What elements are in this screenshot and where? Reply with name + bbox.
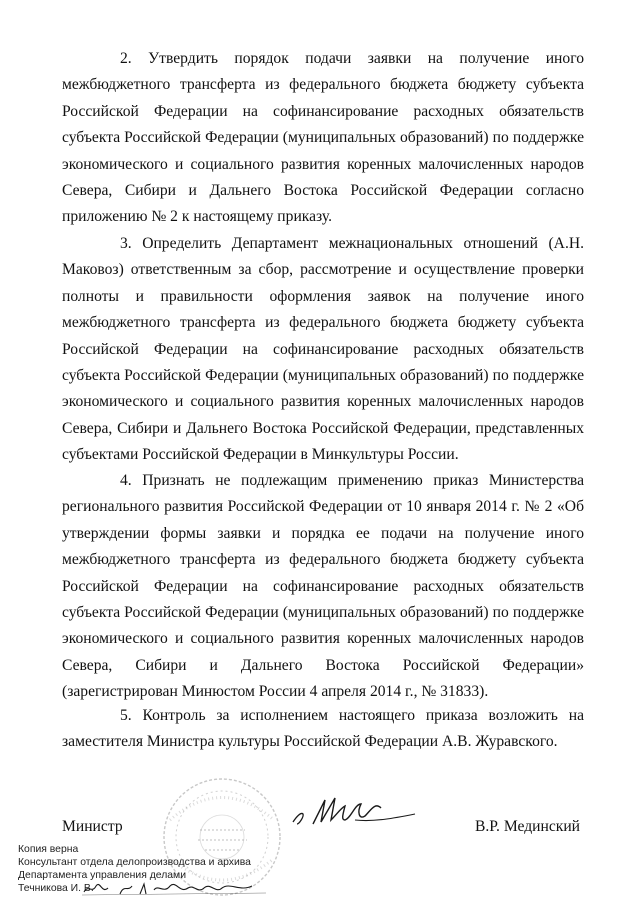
copy-note-line: Копия верна <box>18 844 79 855</box>
paragraph-text: 4. Признать не подлежащим применению приказ Министерства регионального развития Российской Федерации от 10 января 2014 г. № 2 «Об утверждении формы заявки и порядка ее подачи на получение иного межбюджетного трансферта из федерального бюджета бюджету субъекта Российской Федерации на софинансирование расходных обязательств субъекта Российской Федерации (муниципальных образований) по поддержке экономического и социального развития коренных малочисленных народов Севера, Сибири и Дальнего Востока Российской Федерации» (зарегистрирован Минюстом России 4 апреля 2014 г., № 31833). <box>62 472 584 701</box>
paragraph-item-5 <box>62 703 584 756</box>
paragraph-text: 2. Утвердить порядок подачи заявки на получение иного межбюджетного трансферта из федерального бюджета бюджету субъекта Российской Федерации на софинансирование расходных обязательств субъекта Российской Федерации (муниципальных образований) по поддержке экономического и социального развития коренных малочисленных народов Севера, Сибири и Дальнего Востока Российской Федерации согласно приложению № 2 к настоящему приказу. <box>62 50 584 226</box>
copy-note-line: Консультант отдела делопроизводства и архива <box>18 857 251 868</box>
signatory-name: В.Р. Мединский <box>475 818 581 835</box>
signatory-title: Министр <box>62 818 123 835</box>
copy-note-line: Течникова И. В. <box>18 883 94 894</box>
copy-note-line: Департамента управления делами <box>18 870 187 881</box>
paragraph-item-3 <box>62 231 584 469</box>
paragraph-item-2 <box>62 46 584 231</box>
paragraph-item-4 <box>62 468 584 706</box>
paragraph-text: 3. Определить Департамент межнациональных отношений (А.Н. Маковоз) ответственным за сбор, рассмотрение и осуществление проверки полноты и правильности оформления заявок на получение иного межбюджетного трансферта из федерального бюджета бюджету субъекта Российской Федерации на софинансирование расходных обязательств субъекта Российской Федерации (муниципальных образований) по поддержке экономического и социального развития коренных малочисленных народов Севера, Сибири и Дальнего Востока Российской Федерации, представленных субъектами Российской Федерации в Минкультуры России. <box>62 235 584 464</box>
paragraph-text: 5. Контроль за исполнением настоящего приказа возложить на заместителя Министра культуры Российской Федерации А.В. Журавского. <box>62 707 584 751</box>
handwritten-note <box>80 876 270 900</box>
minister-signature <box>285 790 425 835</box>
